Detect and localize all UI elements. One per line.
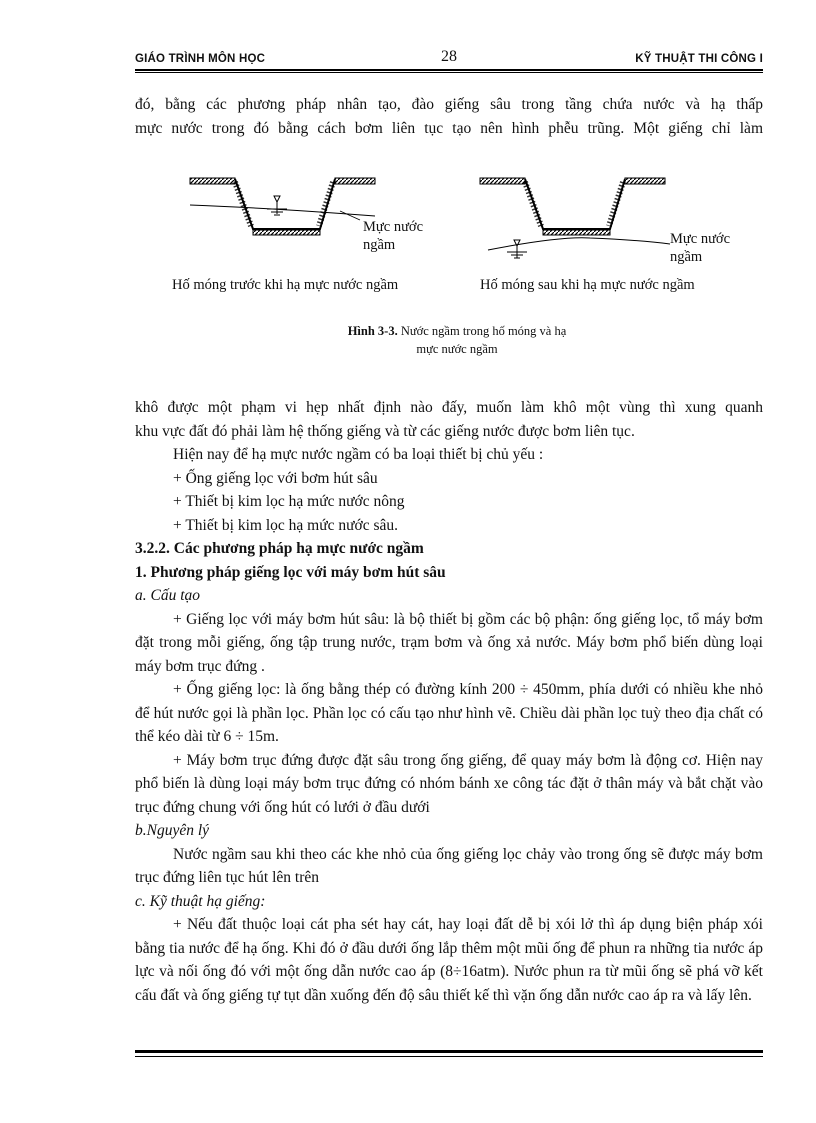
header-rule-thin — [135, 72, 763, 73]
figure-title: Hình 3-3. Nước ngầm trong hố móng và hạ mực nước ngầm — [347, 324, 567, 356]
subheading-a: a. Cấu tạo — [135, 587, 201, 604]
subheading-b: b.Nguyên lý — [135, 822, 210, 839]
left-pit-drawing — [190, 178, 375, 235]
paragraph-line: khô được một phạm vi hẹp nhất định nào đấy, muốn làm khô một vùng thì xung quanh — [135, 399, 763, 416]
section-heading: 3.2.2. Các phương pháp hạ mực nước ngầm — [135, 540, 424, 557]
footer-rule-thin — [135, 1056, 763, 1057]
right-pit-drawing — [480, 178, 670, 258]
paragraph: + Máy bơm trục đứng được đặt sâu trong ống giếng, để quay máy bơm là động cơ. Hiện nay phổ biến là dùng loại máy bơm trục đứng có nhóm bánh xe công tác đặt ở thân máy và bắt chặt vào trục đứng chung với ống hút có lưới ở đầu dưới — [135, 751, 763, 816]
body-text — [135, 396, 763, 1007]
right-figure-caption: Hố móng sau khi hạ mực nước ngầm — [480, 277, 695, 293]
paragraph: + Ống giếng lọc: là ống bằng thép có đường kính 200 ÷ 450mm, phía dưới có nhiều khe nhỏ để hút nước gọi là phần lọc. Phần lọc có cấu tạo như hình vẽ. Chiều dài phần lọc tuỳ theo địa chất có thể kéo dài từ 6 ÷ 15m. — [135, 681, 763, 745]
subheading-c: c. Kỹ thuật hạ giếng: — [135, 892, 266, 910]
figure-3-3 — [170, 168, 770, 318]
list-item: + Ống giếng lọc với bơm hút sâu — [173, 469, 378, 487]
subsection-heading: 1. Phương pháp giếng lọc với máy bơm hút sâu — [135, 563, 446, 581]
right-water-label: Mực nước ngầm — [670, 231, 731, 265]
footer-rule-thick — [135, 1050, 763, 1053]
header-rule-thick — [135, 69, 763, 71]
page-header — [135, 50, 763, 70]
intro-line: đó, bằng các phương pháp nhân tạo, đào giếng sâu trong tầng chứa nước và hạ thấp — [135, 96, 763, 113]
intro-paragraph — [135, 93, 763, 140]
paragraph: + Giếng lọc với máy bơm hút sâu: là bộ thiết bị gồm các bộ phận: ống giếng lọc, tổ máy bơm đặt trong mỗi giếng, ống tập trung nước, trạm bơm và ống xả nước. Máy bơm phổ biến dùng loại máy bơm trục đứng . — [135, 610, 763, 675]
left-figure-caption: Hố móng trước khi hạ mực nước ngầm — [172, 277, 399, 293]
figure-number: Hình 3-3. — [347, 324, 398, 338]
header-course-title: GIÁO TRÌNH MÔN HỌC — [135, 53, 266, 65]
paragraph-line: khu vực đất đó phải làm hệ thống giếng và từ các giếng nước được bơm liên tục. — [135, 422, 635, 440]
paragraph: Nước ngầm sau khi theo các khe nhỏ của ống giếng lọc chảy vào trong ống sẽ được máy bơm trục đứng liên tục hút lên trên — [135, 845, 763, 886]
left-water-label: Mực nước ngầm — [363, 219, 424, 253]
header-subject-title: KỸ THUẬT THI CÔNG I — [635, 53, 763, 65]
paragraph: + Nếu đất thuộc loại cát pha sét hay cát, hay loại đất dễ bị xói lở thì áp dụng biện pháp xói bằng tia nước để hạ ống. Khi đó ở đầu dưới ống lắp thêm một mũi ống để phun ra những tia nước áp lực và nối ống đó với một ống dẫn nước cao áp (8÷16atm). Nước phun ra từ mũi ống sẽ phá vỡ kết cấu đất và ống giếng tự tụt dần xuống đến độ sâu thiết kế thì vặn ống dẫn nước cao áp ra và lấy lên. — [135, 916, 763, 1004]
intro-line: mực nước trong đó bằng cách bơm liên tục tạo nên hình phễu trũng. Một giếng chỉ làm — [135, 119, 763, 137]
page-number: 28 — [441, 48, 457, 65]
paragraph: Hiện nay để hạ mực nước ngầm có ba loại thiết bị chủ yếu : — [173, 446, 544, 463]
list-item: + Thiết bị kim lọc hạ mức nước sâu. — [173, 516, 399, 534]
list-item: + Thiết bị kim lọc hạ mức nước nông — [173, 493, 405, 510]
